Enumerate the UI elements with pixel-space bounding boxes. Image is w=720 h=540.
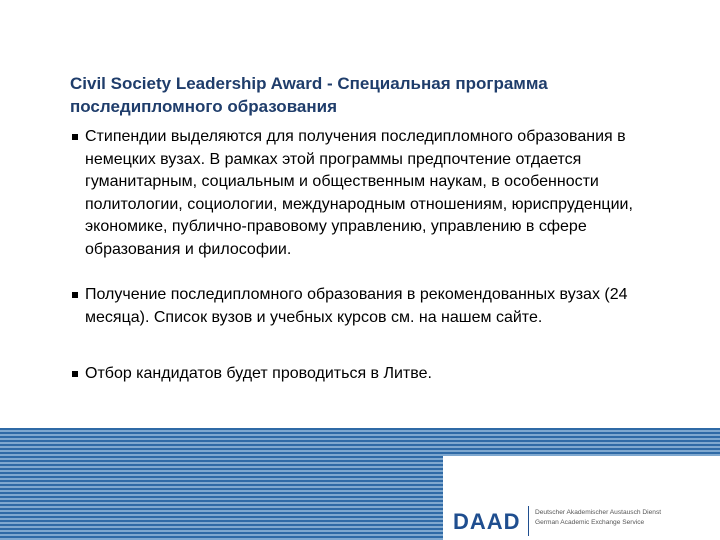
- bullet-text: Стипендии выделяются для получения последипломного образования в немецких вузах. В рамках этой программы предпочтение отдается гуманитарным, социальным и общественным наукам, в особенности политологии, социологии, международным отношениям, юриспруденции, экономике, публично-правовому управлению, управлению в сфере образования и философии.: [85, 128, 633, 258]
- logo-divider: [528, 506, 529, 536]
- bullet-marker-icon: [72, 292, 78, 298]
- bullet-marker-icon: [72, 134, 78, 140]
- daad-logo: [443, 456, 720, 540]
- logo-tagline-german: Deutscher Akademischer Austausch Dienst: [535, 509, 662, 516]
- bullet-item: [70, 284, 660, 329]
- bullet-text: Отбор кандидатов будет проводиться в Литве.: [85, 365, 432, 382]
- bullet-item: [70, 363, 660, 386]
- daad-logo-wordmark: DAAD: [453, 509, 521, 534]
- slide-title: Civil Society Leadership Award - Специальная программа последипломного образования: [70, 74, 548, 116]
- logo-tagline: [535, 508, 717, 528]
- bullet-item: [70, 126, 660, 261]
- logo-tagline-english: German Academic Exchange Service: [535, 519, 645, 526]
- bullet-marker-icon: [72, 371, 78, 377]
- bullet-list: [70, 126, 660, 386]
- bullet-text: Получение последипломного образования в рекомендованных вузах (24 месяца). Список вузов и учебных курсов см. на нашем сайте.: [85, 286, 628, 326]
